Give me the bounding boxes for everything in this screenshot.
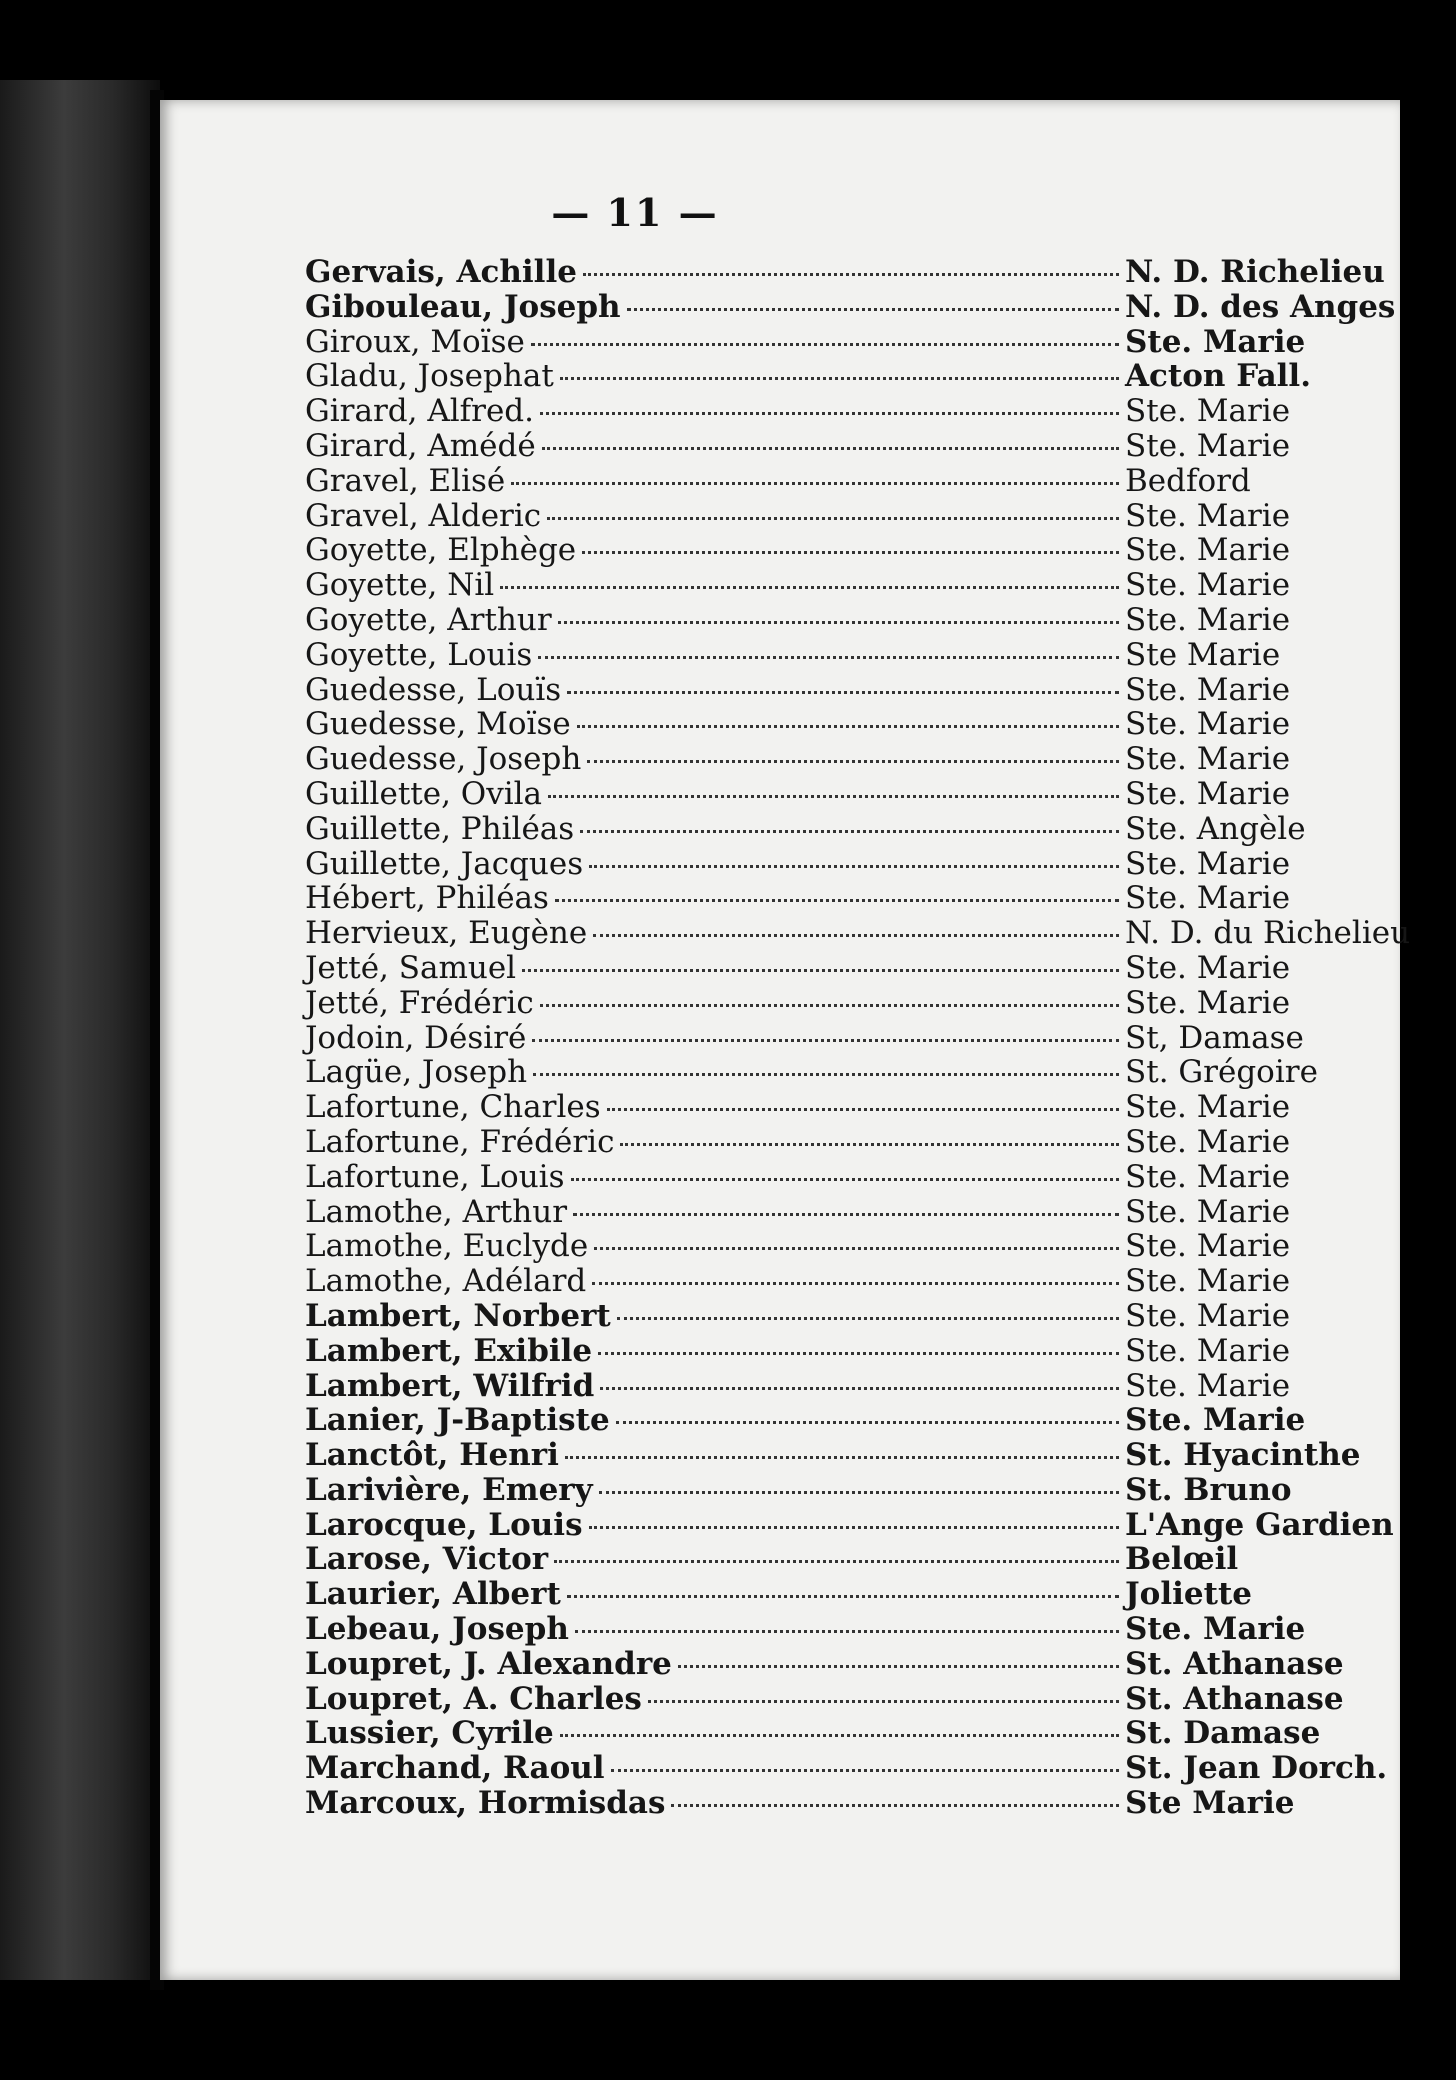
list-item [305, 1369, 1385, 1404]
list-item [305, 1403, 1385, 1438]
dot-leader [598, 1352, 1119, 1355]
entry-name: Goyette, Louis [305, 636, 533, 673]
entry-place: Ste. Marie [1125, 775, 1291, 812]
list-item [305, 1125, 1385, 1160]
entry-place: St. Athanase [1125, 1645, 1344, 1682]
dot-leader [600, 1387, 1119, 1390]
entry-place: St. Hyacinthe [1125, 1437, 1361, 1474]
list-item [305, 1160, 1385, 1195]
dot-leader [607, 1108, 1119, 1111]
entry-place: Ste. Marie [1125, 1123, 1291, 1160]
list-item [305, 1750, 1388, 1787]
entry-place: St. Jean Dorch. [1125, 1750, 1388, 1787]
entry-place: Ste. Marie [1125, 1193, 1291, 1230]
dot-leader [592, 1282, 1119, 1285]
entry-name: Lanctôt, Henri [305, 1437, 559, 1474]
list-item [305, 707, 1385, 742]
entry-place: St, Damase [1125, 1019, 1304, 1056]
entry-place: Ste. Marie [1125, 427, 1291, 464]
entry-place: Ste Marie [1125, 1785, 1295, 1822]
entry-name: Laurier, Albert [305, 1576, 561, 1613]
list-item [305, 881, 1385, 916]
entry-name: Gibouleau, Joseph [305, 288, 621, 325]
entry-place: N. D. Richelieu [1125, 254, 1385, 290]
dot-leader [542, 447, 1119, 450]
dot-leader [617, 1317, 1119, 1320]
list-item [305, 464, 1385, 499]
dot-leader [511, 482, 1119, 485]
dot-leader [571, 1178, 1119, 1181]
entry-place: Ste. Angèle [1125, 810, 1306, 847]
entry-place: Ste. Marie [1125, 1367, 1291, 1404]
entry-place: St. Damase [1125, 1715, 1321, 1752]
entry-place: Ste. Marie [1125, 1089, 1291, 1126]
entry-place: Belœil [1125, 1541, 1239, 1578]
list-item [305, 1334, 1385, 1369]
entry-name: Hébert, Philéas [305, 880, 549, 917]
dot-leader [589, 1526, 1119, 1529]
entry-name: Larivière, Emery [305, 1471, 593, 1508]
entry-name: Lagüe, Joseph [305, 1054, 528, 1091]
list-item [305, 673, 1385, 708]
list-item [305, 1542, 1385, 1577]
entry-name: Guedesse, Moïse [305, 706, 571, 743]
entry-place: N. D. du Richelieu [1125, 915, 1411, 952]
dot-leader [620, 1143, 1119, 1146]
entry-place: Acton Fall. [1125, 358, 1311, 395]
entry-place: Ste. Marie [1125, 706, 1291, 743]
entry-name: Lanier, J-Baptiste [305, 1402, 610, 1439]
entry-name: Gravel, Elisé [305, 462, 506, 499]
entry-place: Ste. Marie [1125, 984, 1291, 1021]
dot-leader [611, 1769, 1119, 1772]
entry-place: Bedford [1125, 462, 1251, 499]
dot-leader [587, 760, 1119, 763]
entry-place: Ste. Marie [1125, 393, 1291, 430]
dot-leader [678, 1665, 1119, 1668]
dot-leader [560, 377, 1119, 380]
dot-leader [540, 412, 1119, 415]
entry-place: St. Grégoire [1125, 1054, 1318, 1091]
dot-leader [555, 899, 1119, 902]
list-item [305, 986, 1385, 1021]
entry-place: Ste Marie [1125, 636, 1281, 673]
list-item [305, 1647, 1385, 1682]
entry-place: Ste. Marie [1125, 1297, 1291, 1334]
dot-leader [567, 691, 1119, 694]
entry-place: Ste. Marie [1125, 323, 1306, 360]
entry-name: Guillette, Philéas [305, 810, 575, 847]
entry-name: Guillette, Jacques [305, 845, 584, 882]
entry-name: Goyette, Nil [305, 567, 495, 604]
entry-name: Jodoin, Désiré [305, 1019, 527, 1056]
list-item [305, 1055, 1385, 1090]
list-item [305, 1577, 1385, 1612]
dot-leader [567, 1595, 1119, 1598]
dot-leader [554, 1560, 1119, 1563]
entry-place: Ste. Marie [1125, 741, 1291, 778]
entry-place: N. D. des Anges [1125, 288, 1396, 325]
entry-name: Girard, Amédé [305, 427, 536, 464]
dot-leader [540, 1004, 1119, 1007]
entry-name: Lebeau, Joseph [305, 1611, 569, 1648]
entry-name: Lafortune, Louis [305, 1158, 565, 1195]
list-item [305, 1264, 1385, 1299]
facing-page-edge [0, 80, 160, 1980]
list-item [305, 255, 1385, 290]
dot-leader [583, 273, 1119, 276]
dot-leader [593, 934, 1119, 937]
dot-leader [533, 1073, 1119, 1076]
document-page [160, 100, 1411, 1980]
entry-name: Girard, Alfred. [305, 393, 534, 430]
list-item [305, 1299, 1385, 1334]
dot-leader [560, 1734, 1119, 1737]
list-item [305, 638, 1385, 673]
entry-name: Marcoux, Hormisdas [305, 1785, 666, 1822]
entry-place: Ste. Marie [1125, 671, 1291, 708]
list-item [305, 915, 1411, 952]
dot-leader [575, 1630, 1119, 1633]
entry-name: Giroux, Moïse [305, 323, 525, 360]
list-item [305, 288, 1396, 325]
list-item [305, 325, 1385, 360]
list-item [305, 777, 1385, 812]
list-item [305, 359, 1385, 394]
dot-leader [580, 830, 1119, 833]
list-item [305, 1716, 1385, 1751]
list-item [305, 499, 1385, 534]
entry-place: Ste. Marie [1125, 497, 1291, 534]
entry-place: Ste. Marie [1125, 880, 1291, 917]
list-item [305, 1438, 1385, 1473]
list-item [305, 1612, 1385, 1647]
list-item [305, 1090, 1385, 1125]
dot-leader [573, 1213, 1119, 1216]
entry-place: Ste. Marie [1125, 567, 1291, 604]
entry-name: Lussier, Cyrile [305, 1715, 554, 1752]
entry-name: Loupret, J. Alexandre [305, 1645, 672, 1682]
entry-place: Ste. Marie [1125, 949, 1291, 986]
entry-place: St. Bruno [1125, 1471, 1292, 1508]
list-item [305, 568, 1385, 603]
entry-name: Marchand, Raoul [305, 1750, 605, 1787]
dot-leader [599, 1491, 1119, 1494]
entry-place: Joliette [1125, 1576, 1252, 1613]
entry-name: Lamothe, Arthur [305, 1193, 568, 1230]
list-item [305, 742, 1385, 777]
dot-leader [538, 656, 1119, 659]
entry-place: Ste. Marie [1125, 1402, 1306, 1439]
list-item [305, 1473, 1385, 1508]
entry-place: Ste. Marie [1125, 1263, 1291, 1300]
list-item [305, 1786, 1385, 1821]
entry-place: L'Ange Gardien [1125, 1506, 1394, 1543]
dot-leader [500, 586, 1119, 589]
entry-place: Ste. Marie [1125, 532, 1291, 569]
entry-name: Lafortune, Charles [305, 1089, 601, 1126]
list-item [305, 812, 1385, 847]
entry-name: Lamothe, Euclyde [305, 1228, 589, 1265]
entry-name: Lambert, Exibile [305, 1332, 593, 1369]
dot-leader [589, 865, 1119, 868]
dot-leader [531, 343, 1119, 346]
dot-leader [547, 517, 1119, 520]
entry-name: Larose, Victor [305, 1541, 549, 1578]
dot-leader [582, 551, 1119, 554]
entry-place: Ste. Marie [1125, 1611, 1306, 1648]
list-item [305, 394, 1385, 429]
entry-name: Larocque, Louis [305, 1506, 583, 1543]
dot-leader [671, 1804, 1119, 1807]
entry-name: Gravel, Alderic [305, 497, 542, 534]
list-item [305, 1229, 1385, 1264]
name-list [305, 254, 1411, 1822]
list-item [305, 533, 1385, 568]
list-item [305, 603, 1385, 638]
list-item [305, 847, 1385, 882]
entry-name: Guillette, Ovila [305, 775, 543, 812]
dot-leader [522, 969, 1119, 972]
dot-leader [627, 308, 1119, 311]
list-item [305, 1195, 1385, 1230]
list-item [305, 1506, 1394, 1543]
list-item [305, 951, 1385, 986]
entry-place: Ste. Marie [1125, 845, 1291, 882]
dot-leader [648, 1700, 1119, 1703]
entry-place: Ste. Marie [1125, 1332, 1291, 1369]
page-number: — 11 — [551, 190, 719, 235]
dot-leader [532, 1039, 1119, 1042]
entry-place: Ste. Marie [1125, 1158, 1291, 1195]
entry-name: Lafortune, Frédéric [305, 1123, 615, 1160]
dot-leader [565, 1456, 1119, 1459]
entry-name: Goyette, Elphège [305, 532, 577, 569]
entry-place: St. Athanase [1125, 1680, 1344, 1717]
entry-name: Guedesse, Louïs [305, 671, 562, 708]
list-item [305, 1021, 1385, 1056]
dot-leader [548, 795, 1119, 798]
entry-name: Lamothe, Adélard [305, 1263, 587, 1300]
entry-place: Ste. Marie [1125, 1228, 1291, 1265]
entry-name: Lambert, Norbert [305, 1297, 611, 1334]
entry-name: Jetté, Samuel [305, 949, 517, 986]
entry-place: Ste. Marie [1125, 601, 1291, 638]
entry-name: Gladu, Josephat [305, 358, 554, 395]
list-item [305, 429, 1385, 464]
entry-name: Loupret, A. Charles [305, 1680, 642, 1717]
entry-name: Guedesse, Joseph [305, 741, 582, 778]
dot-leader [616, 1421, 1119, 1424]
dot-leader [558, 621, 1119, 624]
dot-leader [594, 1247, 1119, 1250]
dot-leader [577, 725, 1119, 728]
list-item [305, 1682, 1385, 1717]
entry-name: Gervais, Achille [305, 254, 577, 290]
entry-name: Goyette, Arthur [305, 601, 552, 638]
entry-name: Jetté, Frédéric [305, 984, 534, 1021]
entry-name: Hervieux, Eugène [305, 915, 588, 952]
entry-name: Lambert, Wilfrid [305, 1367, 595, 1404]
